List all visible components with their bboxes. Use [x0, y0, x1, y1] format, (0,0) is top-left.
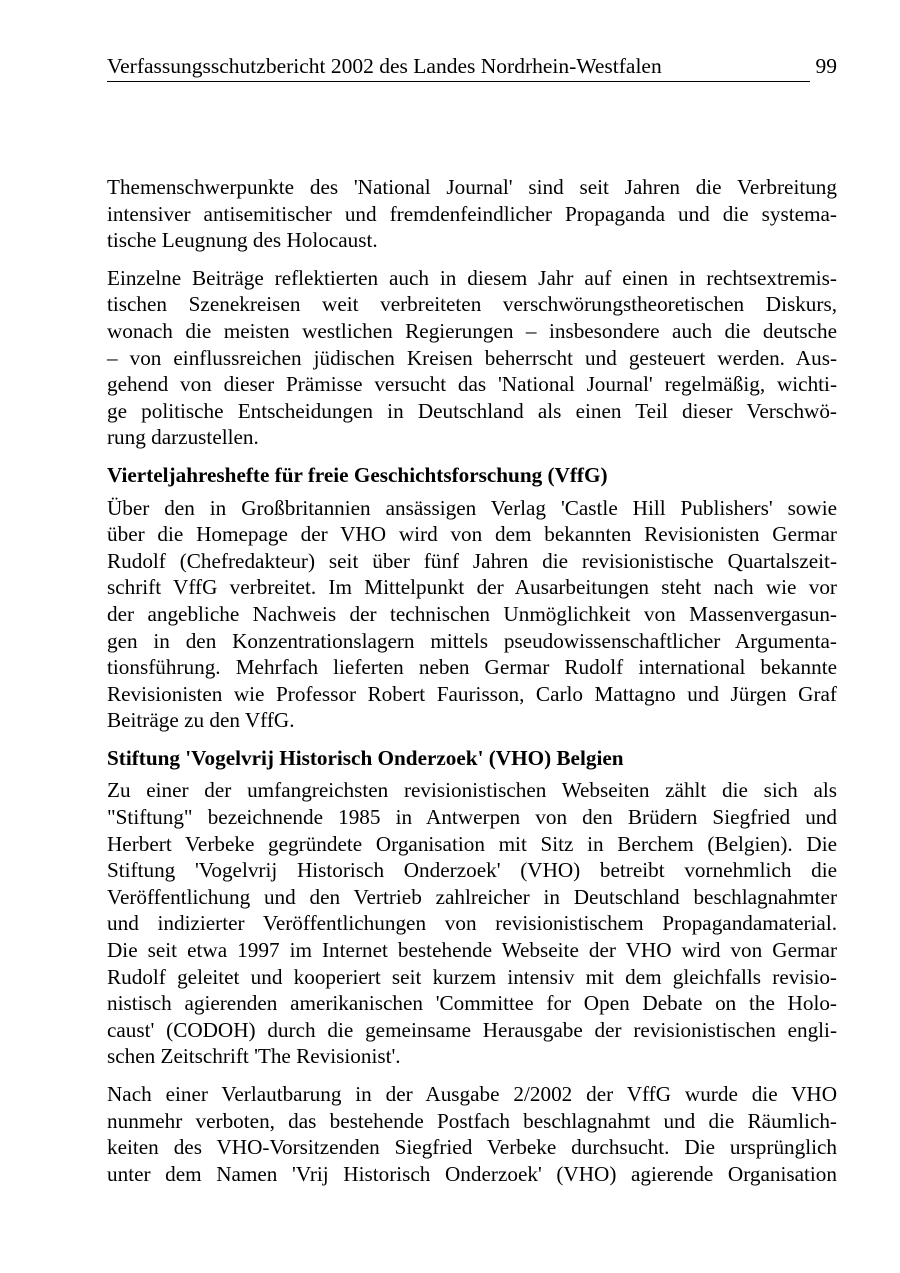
- paragraph: [107, 265, 837, 451]
- text-line: tionsführung. Mehrfach lieferten neben Germar Rudolf international bekannte: [107, 655, 837, 680]
- text-line: "Stiftung" bezeichnende 1985 in Antwerpen von den Brüdern Siegfried und: [107, 805, 837, 830]
- text-line: Beiträge zu den VffG.: [107, 708, 295, 733]
- text-line: Themenschwerpunkte des 'National Journal' sind seit Jahren die Verbreitung: [107, 175, 837, 199]
- body-text: [107, 174, 837, 1187]
- paragraph: [107, 495, 837, 734]
- text-line: über die Homepage der VHO wird von dem bekannten Revisionisten Germar: [107, 522, 837, 547]
- header-title: Verfassungsschutzbericht 2002 des Landes Nordrhein-Westfalen: [107, 54, 662, 78]
- text-line: intensiver antisemitischer und fremdenfeindlicher Propaganda und die systema-: [107, 201, 837, 226]
- text-line: Veröffentlichung und den Vertrieb zahlreicher in Deutschland beschlagnahmter: [107, 884, 837, 909]
- text-line: gehend von dieser Prämisse versucht das 'National Journal' regelmäßig, wichti-: [107, 372, 837, 397]
- text-line: – von einflussreichen jüdischen Kreisen beherrscht und gesteuert werden. Aus-: [107, 345, 837, 370]
- text-line: Rudolf geleitet und kooperiert seit kurzem intensiv mit dem gleichfalls revisio-: [107, 964, 837, 989]
- text-line: Stiftung 'Vogelvrij Historisch Onderzoek' (VHO) betreibt vornehmlich die: [107, 858, 837, 883]
- text-line: keiten des VHO-Vorsitzenden Siegfried Verbeke durchsucht. Die ursprünglich: [107, 1135, 837, 1160]
- text-line: nunmehr verboten, das bestehende Postfach beschlagnahmt und die Räumlich-: [107, 1108, 837, 1133]
- text-line: nistisch agierenden amerikanischen 'Committee for Open Debate on the Holo-: [107, 991, 837, 1016]
- block-spacer: [107, 254, 837, 265]
- header-rule: [107, 81, 810, 82]
- text-line: Die seit etwa 1997 im Internet bestehende Webseite der VHO wird von Germar: [107, 938, 837, 963]
- text-line: wonach die meisten westlichen Regierungen – insbesondere auch die deutsche: [107, 318, 837, 343]
- text-line: tischen Szenekreisen weit verbreiteten verschwörungstheoretischen Diskurs,: [107, 292, 837, 317]
- block-spacer: [107, 734, 837, 745]
- text-line: Revisionisten wie Professor Robert Faurisson, Carlo Mattagno und Jürgen Graf: [107, 681, 837, 706]
- text-line: Rudolf (Chefredakteur) seit über fünf Jahren die revisionistische Quartalszeit-: [107, 548, 837, 573]
- text-line: der angebliche Nachweis der technischen Unmöglichkeit von Massenvergasun-: [107, 601, 837, 626]
- text-line: schrift VffG verbreitet. Im Mittelpunkt der Ausarbeitungen steht nach wie vor: [107, 575, 837, 600]
- text-line: gen in den Konzentrationslagern mittels pseudowissenschaftlicher Argumenta-: [107, 628, 837, 653]
- section-heading: Stiftung 'Vogelvrij Historisch Onderzoek' (VHO) Belgien: [107, 745, 624, 770]
- paragraph: [107, 1081, 837, 1187]
- text-line: rung darzustellen.: [107, 425, 259, 450]
- block-spacer: [107, 451, 837, 462]
- text-line: Über den in Großbritannien ansässigen Verlag 'Castle Hill Publishers' sowie: [107, 495, 837, 520]
- text-line: unter dem Namen 'Vrij Historisch Onderzoek' (VHO) agierende Organisation: [107, 1161, 837, 1186]
- text-line: Nach einer Verlautbarung in der Ausgabe 2/2002 der VffG wurde die VHO: [107, 1082, 837, 1106]
- text-line: Zu einer der umfangreichsten revisionistischen Webseiten zählt die sich als: [107, 778, 837, 803]
- running-header: [107, 52, 837, 82]
- section-heading: Vierteljahreshefte für freie Geschichtsforschung (VffG): [107, 462, 608, 487]
- paragraph: [107, 777, 837, 1070]
- paragraph: [107, 174, 837, 254]
- text-line: caust' (CODOH) durch die gemeinsame Herausgabe der revisionistischen engli-: [107, 1017, 837, 1042]
- text-line: Einzelne Beiträge reflektierten auch in diesem Jahr auf einen in rechtsextremis-: [107, 265, 837, 290]
- block-spacer: [107, 1070, 837, 1081]
- text-line: Herbert Verbeke gegründete Organisation mit Sitz in Berchem (Belgien). Die: [107, 831, 837, 856]
- text-line: ge politische Entscheidungen in Deutschland als einen Teil dieser Verschwö-: [107, 398, 837, 423]
- text-line: und indizierter Veröffentlichungen von revisionistischem Propagandamaterial.: [107, 911, 837, 936]
- text-line: schen Zeitschrift 'The Revisionist'.: [107, 1044, 401, 1069]
- text-line: tische Leugnung des Holocaust.: [107, 228, 378, 253]
- page-number: 99: [815, 54, 837, 78]
